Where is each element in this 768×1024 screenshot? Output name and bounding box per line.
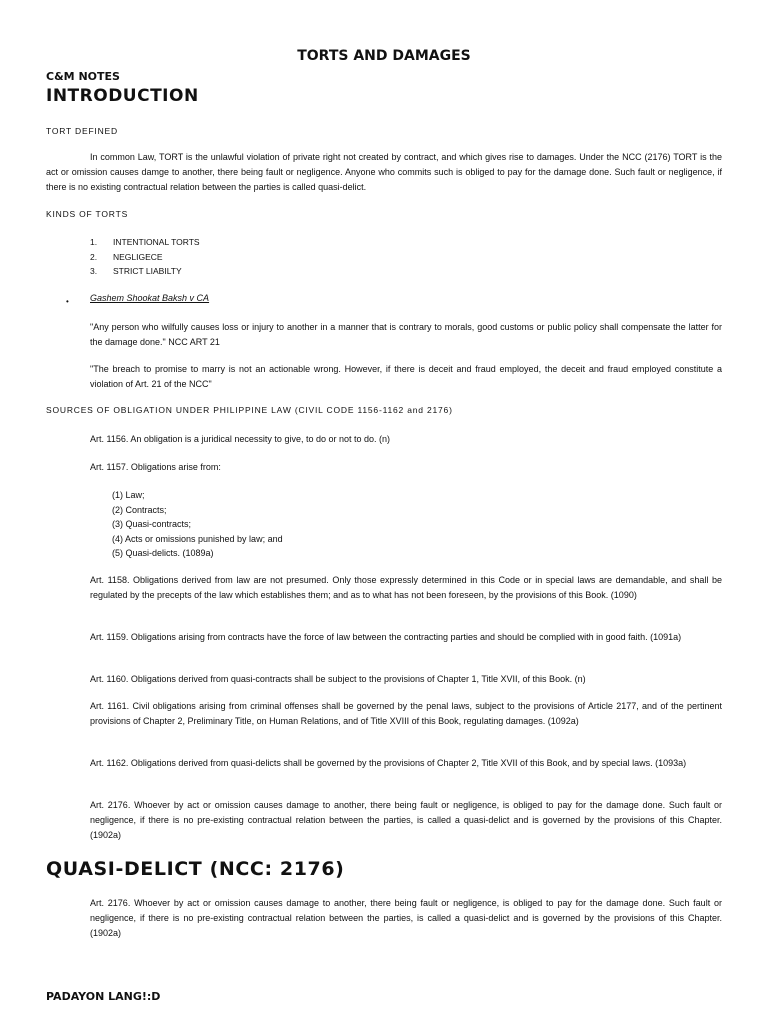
article-1158: Art. 1158. Obligations derived from law are not presumed. Only those expressly determined in this Code or in special laws are demandable, and shall be regulated by the precepts of the law which establishes them; and as to what has not been foreseen, by the provisions of this Book. (1090) [90, 575, 722, 600]
quasi-delict-article-2176: Art. 2176. Whoever by act or omission causes damage to another, there being fault or negligence, is obliged to pay for the damage done. Such fault or negligence, if there is no pre-existing contractual relation between the parties, is called a quasi-delict and is governed by the provisions of this Chapter. (1902a) [90, 898, 722, 938]
article-1161: Art. 1161. Civil obligations arising from criminal offenses shall be governed by the penal laws, subject to the provisions of Article 2177, and of the pertinent provisions of Chapter 2, Preliminary Title, on Human Relations, and of Title XVIII of this Book, regulating damages. (1092a) [90, 701, 722, 726]
article-2176: Art. 2176. Whoever by act or omission causes damage to another, there being fault or negligence, is obliged to pay for the damage done. Such fault or negligence, if there is no pre-existing contractual relation between the parties, is called a quasi-delict and is governed by the provisions of this Chapter. (1902a) [90, 800, 722, 840]
list-item: (5) Quasi-delicts. (1089a) [112, 548, 214, 558]
section-heading-introduction: INTRODUCTION [46, 86, 199, 106]
kinds-of-torts-list [90, 235, 200, 279]
bullet-icon: • [66, 297, 69, 306]
notes-source: C&M NOTES [46, 70, 120, 83]
list-item: 2. NEGLIGECE [90, 251, 163, 262]
article-1159: Art. 1159. Obligations arising from contracts have the force of law between the contracting parties and should be complied with in good faith. (1091a) [90, 632, 682, 642]
article-1156: Art. 1156. An obligation is a juridical necessity to give, to do or not to do. (n) [90, 434, 391, 444]
quote-breach-promise: "The breach to promise to marry is not an actionable wrong. However, if there is deceit and fraud employed, the deceit and fraud employed constitute a violation of Art. 21 of the NCC" [90, 364, 722, 389]
list-item: (1) Law; [112, 490, 145, 500]
article-1160: Art. 1160. Obligations derived from quasi-contracts shall be subject to the provisions of Chapter 1, Title XVII, of this Book. (n) [90, 674, 586, 684]
subheading-kinds-of-torts: KINDS OF TORTS [46, 209, 129, 219]
subheading-sources-of-obligation: SOURCES OF OBLIGATION UNDER PHILIPPINE LAW (CIVIL CODE 1156-1162 and 2176) [46, 405, 453, 415]
article-1157-sources-list [112, 488, 283, 561]
case-citation: Gashem Shookat Baksh v CA [90, 293, 210, 303]
footer-text: PADAYON LANG!:D [46, 990, 161, 1003]
list-item: 3. STRICT LIABILTY [90, 266, 182, 276]
quote-art-21: "Any person who wilfully causes loss or injury to another in a manner that is contrary to morals, good customs or public policy shall compensate the latter for the damage done." NCC ART 21 [90, 322, 722, 347]
document-title: TORTS AND DAMAGES [297, 48, 471, 64]
list-item: 1. INTENTIONAL TORTS [90, 237, 200, 247]
article-1157: Art. 1157. Obligations arise from: [90, 462, 221, 472]
tort-definition-paragraph: In common Law, TORT is the unlawful violation of private right not created by contract, and which gives rise to damages. Under the NCC (2176) TORT is the act or omission causes damge to another, there being fault or negligence. Anyone who commits such is obliged to pay for the damage done. Such fault or negligence, if there is no existing contractual relation between the parties is called quasi-delict. [46, 152, 722, 192]
list-item: (3) Quasi-contracts; [112, 519, 192, 529]
article-1162: Art. 1162. Obligations derived from quasi-delicts shall be governed by the provisions of Chapter 2, Title XVII of this Book, and by special laws. (1093a) [90, 758, 687, 768]
list-item: (2) Contracts; [112, 504, 167, 515]
list-item: (4) Acts or omissions punished by law; and [112, 533, 283, 544]
section-heading-quasi-delict: QUASI-DELICT (NCC: 2176) [46, 858, 345, 880]
subheading-tort-defined: TORT DEFINED [46, 126, 118, 136]
